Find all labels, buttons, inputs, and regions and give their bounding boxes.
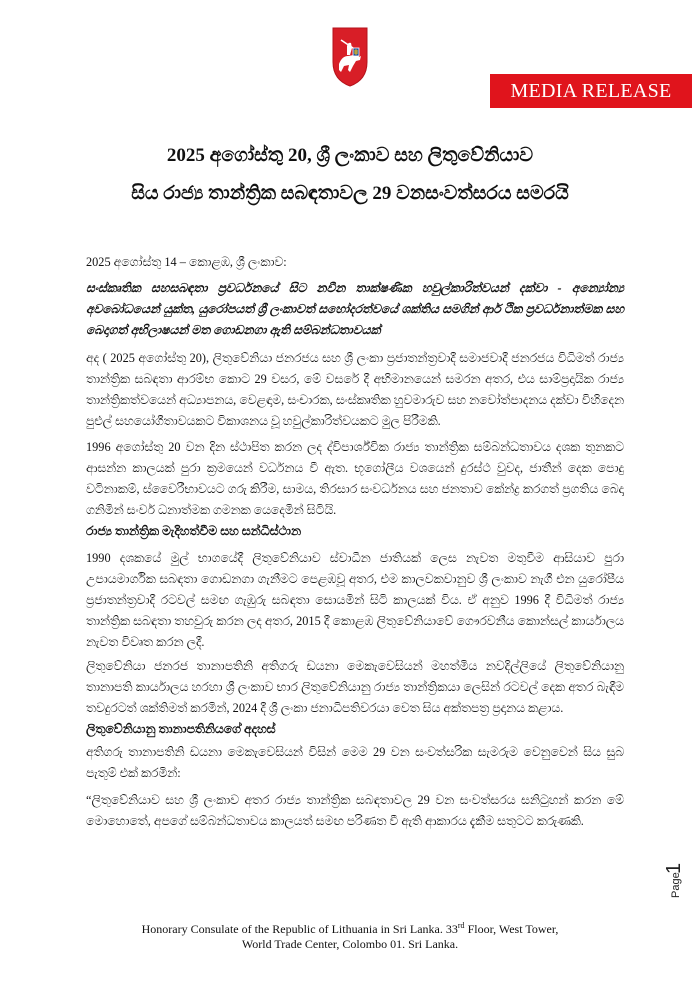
media-release-badge [490,74,692,108]
footer-line-1-start: Honorary Consulate of the Republic of Lithuania in Sri Lanka. 33 [141,922,458,936]
paragraph-1-text: අද ( 2025 අගෝස්තු 20), ලිතුවේනියා ජනරජය සහ ශ්‍රී ලංකා ප්‍රජාතන්ත්‍රවාදී සමාජවාදී ජනරජය විධිමත් රාජ්‍ය තාන්ත්‍රික සබඳතා ආරම්භ කොට 29 වසර, මේ වසරේ දී අභිමානයෙන් සමරන අතර, එය සාම්ප්‍රදායික රාජ්‍ය තාන්ත්‍රිකත්වයෙන් අධ්‍යාපනය, වෙළඳාම, සංචාරක, සංස්කෘතික හුවමාරුව සහ නවෝත්පාදනය දක්වා විහිදෙන පුළුල් සහයෝගීතාවයකට විකාශනය වූ හවුල්කාරිත්වයකට මුල පිරීමකි. [86,351,624,428]
page-number-value: 1 [663,862,685,874]
section-heading-ambassador [86,719,624,740]
paragraph-5 [86,742,624,784]
dateline-text: 2025 අගෝස්තු 14 – කොළඹ, ශ්‍රී ලංකාව: [86,255,287,269]
lead-paragraph [86,278,624,341]
page-number [662,860,692,900]
paragraph-4-text: ලිතුවේනියා ජනරජ තානාපතිනි අතිගරු ඩයනා මෙකැවෙසියන් මහත්මිය නවදිල්ලියේ ලිතුවේනියානු තානාපති කාර්යාලය හරහා ශ්‍රී ලංකාව භාර ලිතුවේනියානු රාජ්‍ය තාන්ත්‍රිකයා ලෙසින් රටවල් දෙක අතර බැඳීම තවදුරටත් ශක්තිමත් කරමින්, 2024 දී ශ්‍රී ලංකා ජනාධිපතිවරයා වෙත සිය අක්තපත්‍ර ප්‍රදානය කළාය. [86,659,624,715]
paragraph-4 [86,656,624,719]
paragraph-3-text: 1990 දශකයේ මුල් භාගයේදී ලිතුවේනියාව ස්වාධීන ජාතියක් ලෙස නැවත මතුවීම ආසියාව පුරා උපායමාර්ගික සබඳතා ගොඩනගා ගැනීමට පෙළඹවූ අතර, එම කාලවකවානුව ශ්‍රී ලංකාව නැගී එන යුරෝපීය ප්‍රජාතන්ත්‍රවාදී රටවල් සමඟ ගැඹුරු සබඳතා සොයමින් සිටි කාලයක් විය. ඒ අනුව 1996 දී විධිමත් රාජ්‍ය තාන්ත්‍රික සබඳතා තහවුරු කරන ලද අතර, 2015 දී කොළඹ ලිතුවේනියාවේ ගෞරවනීය කොන්සල් කාර්යාලය නැවත විවෘත කරන ලදී. [86,551,624,649]
footer-line-2: World Trade Center, Colombo 01. Sri Lanka. [241,937,459,951]
title-line-1: 2025 අගෝස්තු 20, ශ්‍රී ලංකාව සහ ලිතුවේනියාව [166,145,534,166]
lead-text: සංස්කෘතික සහසබඳතා ප්‍රවර්ධනයේ සිට නවීන තාක්ෂණික හවුල්කාරිත්වයන් දක්වා - අන්‍යෝන්‍ය අවබෝධයෙන් යුක්ත, යුරෝපයත් ශ්‍රී ලංකාවත් සහෝදරත්වයේ ශක්තිය සමගින් ආර් ථික ප්‍රවර්ධනාත්මක සහ බෙදාගත් අභිලාෂයන් මත ගොඩනගා ඇති සම්බන්ධතාවයක් [86,281,624,337]
paragraph-2-text: 1996 අගෝස්තු 20 වන දින ස්ථාපිත කරන ලද ද්විපාර්ශ්වික රාජ්‍ය තාන්ත්‍රික සම්බන්ධතාවය දශක තුනකට ආසන්න කාලයක් පුරා ක්‍රමයෙන් වර්ධනය වී ඇත. භූගෝලීය වශයෙන් දුරස්ථ වුවද, ජාතීන් දෙක පොදු වටිනාකම්, ස්වෛරීභාවයට ගරු කිරීම, සාමය, තිරසාර සංවර්ධනය සහ ජනතාව කේන්ද්‍ර කරගත් ප්‍රගතිය බෙදා ගනිමින් සංවර් ධනාත්මක ගමනක යෙදෙමින් සිටියි. [86,440,624,517]
dateline [86,252,624,273]
footer-line-1 [120,918,580,937]
paragraph-6-text: “ලිතුවේනියාව සහ ශ්‍රී ලංකාව අතර රාජ්‍ය තාන්ත්‍රික සබඳතාවල 29 වන සංවත්සරය සනිටුහන් කරන මේ මොහොතේ, අපගේ සම්බන්ධතාවය කාලයත් සමඟ පරිණත වී ඇති ආකාරය දැකීම සතුටට කරුණකි. [86,793,624,828]
section-heading-ambassador-text: ලිතුවේනියානු තානාපතිනියගේ අදහස් [86,722,276,736]
paragraph-1 [86,348,624,432]
section-heading-diplomatic [86,521,624,542]
footer-line-1-end: Floor, West Tower, [464,922,559,936]
paragraph-3 [86,548,624,653]
paragraph-5-text: අතිගරු තානාපතිනි ඩයනා මෙකැවෙසියන් විසින් මෙම 29 වන සංවත්සරික සැමරුම වෙනුවෙන් සිය සුබ පැතුම් එක් කරමින්: [86,745,624,780]
title-line-2: සිය රාජ්‍ය තාන්ත්‍රික සබඳතාවල 29 වනසංවත්සරය සමරයි [131,183,569,204]
paragraph-2 [86,437,624,521]
footer-ordinal: rd [457,921,465,930]
footer-address [120,918,580,952]
paragraph-6-quote [86,790,624,832]
section-heading-diplomatic-text: රාජ්‍ය තාන්ත්‍රික මැදිහත්වීම සහ සන්ධිස්ථාන [86,524,301,538]
media-release-label: MEDIA RELEASE [510,79,672,102]
page-label-text: Page [670,872,682,898]
lithuania-coat-of-arms-icon [332,26,368,88]
